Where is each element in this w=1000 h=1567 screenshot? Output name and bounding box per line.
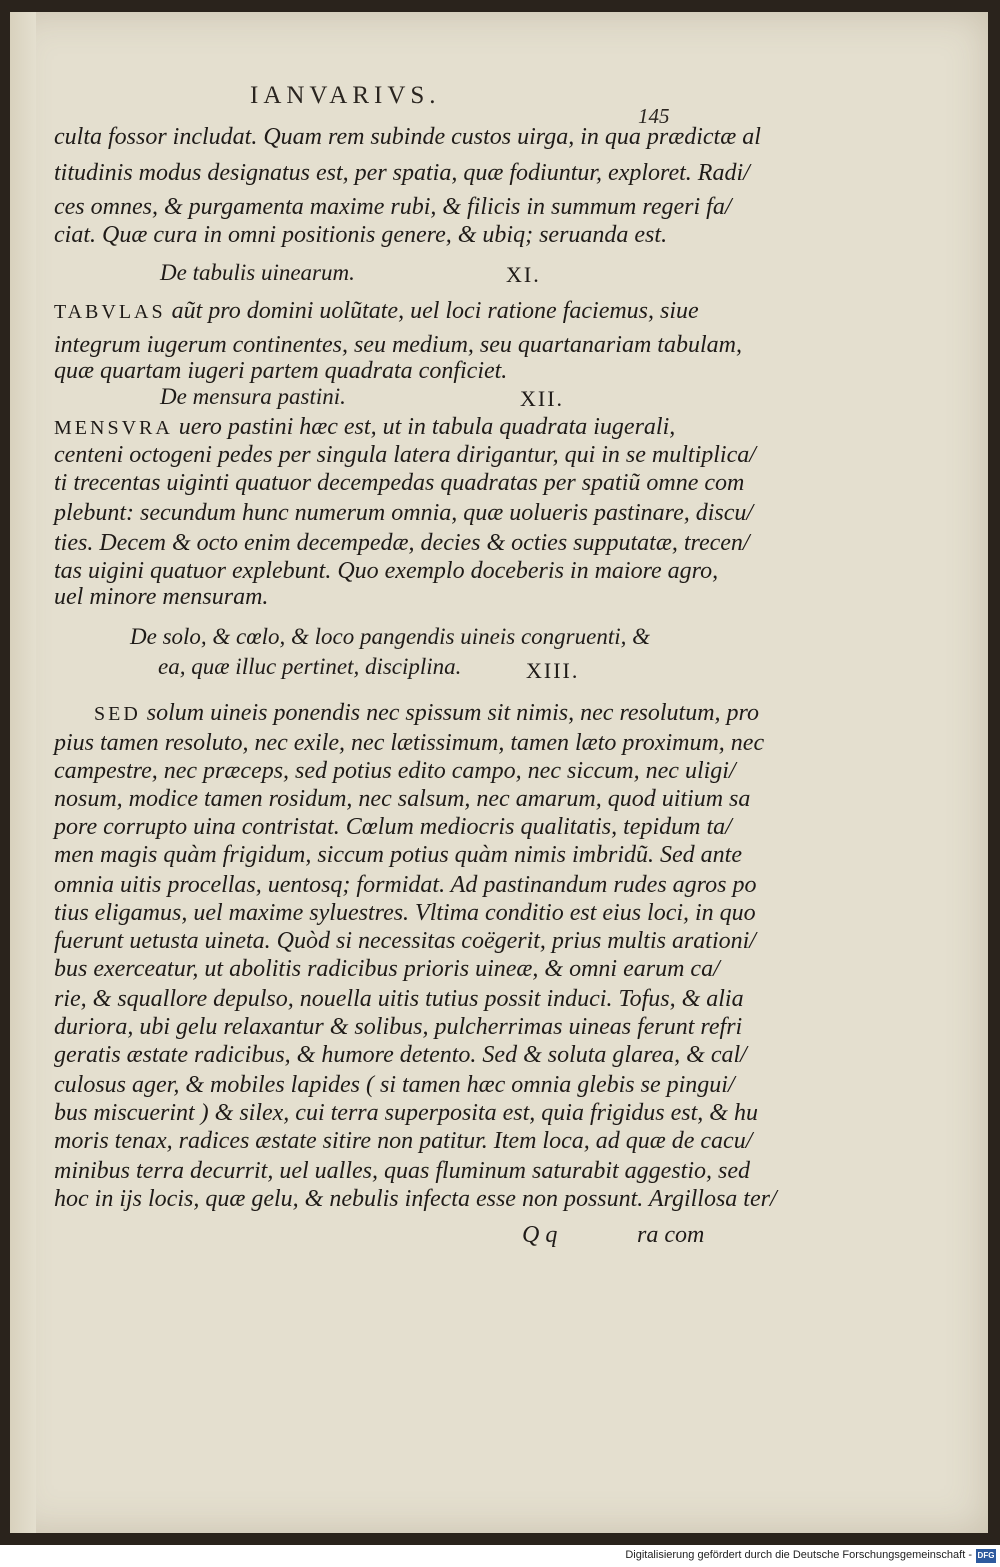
chapter-number: XIII. bbox=[526, 658, 580, 683]
initial-word: SED bbox=[94, 703, 141, 725]
text-line: quæ quartam iugeri partem quadrata conficiet. bbox=[54, 358, 508, 384]
text-line: integrum iugerum continentes, seu medium, seu quartanariam tabulam, bbox=[54, 332, 742, 358]
text-line: culosus ager, & mobiles lapides ( si tamen hæc omnia glebis se pingui/ bbox=[54, 1072, 735, 1098]
text-line: TABVLAS aũt pro domini uolũtate, uel loci ratione faciemus, siue bbox=[54, 298, 699, 324]
text-line: plebunt: secundum hunc numerum omnia, quæ uolueris pastinare, discu/ bbox=[54, 500, 754, 526]
initial-word: TABVLAS bbox=[54, 301, 166, 323]
text-line: campestre, nec præceps, sed potius edito campo, nec siccum, nec uligi/ bbox=[54, 758, 736, 784]
text-line: ces omnes, & purgamenta maxime rubi, & filicis in summum regeri fa/ bbox=[54, 194, 732, 220]
text-line: titudinis modus designatus est, per spatia, quæ fodiuntur, exploret. Radi/ bbox=[54, 160, 750, 186]
funding-notice: Digitalisierung gefördert durch die Deutsche Forschungsgemeinschaft - bbox=[625, 1549, 972, 1561]
text-line: omnia uitis procellas, uentosq; formidat. Ad pastinandum rudes agros po bbox=[54, 872, 757, 898]
book-page bbox=[10, 12, 988, 1533]
text-line: ties. Decem & octo enim decempedæ, decies & octies supputatæ, trecen/ bbox=[54, 530, 750, 556]
text-line: minibus terra decurrit, uel ualles, quas fluminum saturabit aggestio, sed bbox=[54, 1158, 750, 1184]
text-line: bus miscuerint ) & silex, cui terra superposita est, quia frigidus est, & hu bbox=[54, 1100, 758, 1126]
catchword: ra com bbox=[637, 1222, 705, 1248]
text-line: hoc in ijs locis, quæ gelu, & nebulis infecta esse non possunt. Argillosa ter/ bbox=[54, 1186, 777, 1212]
text-line: pore corrupto uina contristat. Cœlum mediocris qualitatis, tepidum ta/ bbox=[54, 814, 732, 840]
signature-mark: Q q bbox=[522, 1222, 558, 1248]
chapter-number: XI. bbox=[506, 262, 541, 287]
page-number: 145 bbox=[638, 104, 670, 128]
dfg-logo: DFG bbox=[976, 1549, 996, 1563]
text-line: centeni octogeni pedes per singula latera dirigantur, qui in se multiplica/ bbox=[54, 442, 756, 468]
text-line: culta fossor includat. Quam rem subinde custos uirga, in qua prædictæ al bbox=[54, 124, 761, 150]
text-line: rie, & squallore depulso, nouella uitis tutius possit induci. Tofus, & alia bbox=[54, 986, 744, 1012]
text-line: moris tenax, radices æstate sitire non patitur. Item loca, ad quæ de cacu/ bbox=[54, 1128, 753, 1154]
text-line: ciat. Quæ cura in omni positionis genere, & ubiq; seruanda est. bbox=[54, 222, 668, 248]
text-line: pius tamen resoluto, nec exile, nec lætissimum, tamen læto proximum, nec bbox=[54, 730, 765, 756]
text-line: duriora, ubi gelu relaxantur & solibus, pulcherrimas uineas ferunt refri bbox=[54, 1014, 743, 1040]
digitization-footer bbox=[0, 1545, 1000, 1567]
text-line: fuerunt uetusta uineta. Quòd si necessitas coëgerit, prius multis arationi/ bbox=[54, 928, 756, 954]
text-line: ti trecentas uiginti quatuor decempedas quadratas per spatiũ omne com bbox=[54, 470, 745, 496]
chapter-heading: ea, quæ illuc pertinet, disciplina. bbox=[158, 654, 462, 679]
text-line: men magis quàm frigidum, siccum potius quàm nimis imbridũ. Sed ante bbox=[54, 842, 742, 868]
text-line: MENSVRA uero pastini hæc est, ut in tabula quadrata iugerali, bbox=[54, 414, 676, 440]
initial-word: MENSVRA bbox=[54, 417, 173, 439]
chapter-heading: De solo, & cœlo, & loco pangendis uineis congruenti, & bbox=[130, 624, 651, 649]
text-line: bus exerceatur, ut abolitis radicibus prioris uineæ, & omni earum ca/ bbox=[54, 956, 720, 982]
chapter-heading: De mensura pastini. bbox=[160, 384, 346, 409]
text-line: uel minore mensuram. bbox=[54, 584, 269, 610]
text-line: geratis æstate radicibus, & humore detento. Sed & soluta glarea, & cal/ bbox=[54, 1042, 747, 1068]
chapter-heading: De tabulis uinearum. bbox=[160, 260, 355, 285]
running-head: IANVARIVS. bbox=[250, 82, 441, 109]
text-line: tius eligamus, uel maxime syluestres. Vltima conditio est eius loci, in quo bbox=[54, 900, 756, 926]
text-line: tas uigini quatuor explebunt. Quo exemplo doceberis in maiore agro, bbox=[54, 558, 719, 584]
text-line: nosum, modice tamen rosidum, nec salsum, nec amarum, quod uitium sa bbox=[54, 786, 751, 812]
text-line: SED solum uineis ponendis nec spissum sit nimis, nec resolutum, pro bbox=[94, 700, 759, 726]
chapter-number: XII. bbox=[520, 386, 565, 411]
